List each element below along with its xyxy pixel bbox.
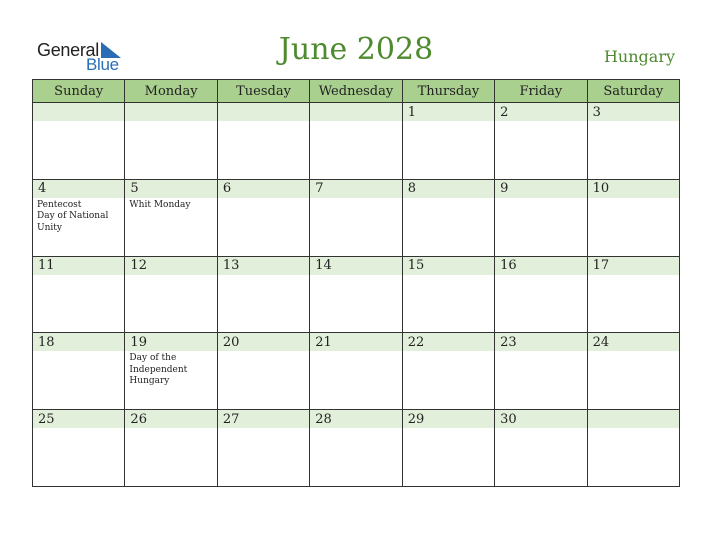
day-cell	[588, 333, 680, 410]
logo-general-text: General	[37, 40, 99, 60]
day-cell	[218, 410, 310, 487]
day-number: 6	[222, 181, 232, 197]
holiday-label	[33, 428, 124, 430]
holiday-label	[310, 351, 401, 353]
holiday-label	[403, 275, 494, 277]
day-number: 24	[592, 334, 610, 350]
day-cell	[403, 257, 495, 334]
holiday-label	[495, 275, 586, 277]
day-band	[33, 333, 124, 351]
day-band	[403, 257, 494, 275]
holiday-label	[310, 428, 401, 430]
day-number: 13	[222, 258, 240, 274]
day-number: 29	[407, 411, 425, 427]
logo-blue-text: Blue	[86, 55, 119, 74]
day-cell	[125, 180, 217, 257]
day-band	[33, 257, 124, 275]
holiday-label	[33, 275, 124, 277]
holiday-label	[218, 351, 309, 353]
day-cell	[588, 410, 680, 487]
day-cell	[218, 333, 310, 410]
day-number: 19	[130, 334, 147, 350]
day-number: 28	[315, 411, 332, 427]
day-number: 20	[222, 334, 240, 350]
day-band	[218, 180, 309, 198]
day-band	[310, 333, 401, 351]
day-cell	[310, 257, 402, 334]
holiday-label: Pentecost Day of National Unity	[37, 199, 109, 233]
day-band	[403, 180, 494, 198]
page-title: June 2028	[278, 32, 434, 67]
day-number: 16	[500, 258, 517, 274]
day-cell	[588, 180, 680, 257]
day-cell	[33, 410, 125, 487]
holiday-label	[125, 275, 216, 277]
holiday-label	[403, 121, 494, 123]
day-cell	[403, 180, 495, 257]
day-band	[310, 180, 401, 198]
day-cell	[495, 103, 587, 180]
day-number: 9	[500, 181, 509, 197]
day-band	[588, 257, 679, 275]
holiday-label	[588, 275, 679, 277]
day-band	[310, 103, 401, 121]
day-band	[125, 410, 216, 428]
day-band	[33, 180, 124, 198]
day-cell	[495, 333, 587, 410]
day-number: 25	[38, 411, 55, 427]
holiday-label	[495, 121, 586, 123]
day-cell	[125, 103, 217, 180]
day-band	[218, 257, 309, 275]
day-number: 17	[592, 258, 610, 274]
holiday-label	[403, 198, 494, 200]
day-cell	[495, 257, 587, 334]
holiday-label: Whit Monday	[129, 199, 191, 210]
country-label: Hungary	[603, 47, 675, 66]
holiday-label	[125, 121, 216, 123]
holiday-label	[218, 198, 309, 200]
weekday-header: Wednesday	[310, 80, 402, 103]
day-number: 14	[315, 258, 332, 274]
day-cell	[310, 103, 402, 180]
day-cell	[125, 333, 217, 410]
holiday-label	[218, 275, 309, 277]
day-band	[125, 180, 216, 198]
day-band	[33, 410, 124, 428]
day-band	[588, 333, 679, 351]
day-band	[403, 103, 494, 121]
day-cell	[125, 410, 217, 487]
day-cell	[588, 257, 680, 334]
day-cell	[33, 257, 125, 334]
day-band	[495, 257, 586, 275]
day-band	[403, 333, 494, 351]
day-cell	[588, 103, 680, 180]
holiday-label	[310, 198, 401, 200]
day-number: 2	[500, 104, 509, 120]
day-cell	[403, 410, 495, 487]
day-number: 21	[315, 334, 332, 350]
day-band	[218, 410, 309, 428]
holiday-label	[218, 428, 309, 430]
weekday-header: Saturday	[588, 80, 680, 103]
day-number: 7	[315, 181, 324, 197]
day-number: 8	[407, 181, 416, 197]
day-cell	[310, 410, 402, 487]
day-cell	[495, 410, 587, 487]
day-band	[403, 410, 494, 428]
holiday-label	[588, 351, 679, 353]
holiday-label	[125, 428, 216, 430]
day-number: 12	[130, 258, 147, 274]
holiday-label	[310, 275, 401, 277]
day-number: 30	[500, 411, 517, 427]
day-band	[125, 333, 216, 351]
day-band	[495, 333, 586, 351]
day-band	[495, 103, 586, 121]
day-number: 27	[222, 411, 240, 427]
day-number: 11	[38, 258, 55, 274]
holiday-label	[588, 428, 679, 430]
day-band	[33, 103, 124, 121]
holiday-label	[33, 351, 124, 353]
day-cell	[403, 103, 495, 180]
day-band	[218, 103, 309, 121]
day-band	[218, 333, 309, 351]
holiday-label	[403, 351, 494, 353]
weekday-header: Friday	[495, 80, 587, 103]
weekday-header: Tuesday	[218, 80, 310, 103]
holiday-label	[33, 121, 124, 123]
day-band	[495, 410, 586, 428]
weekday-header: Thursday	[403, 80, 495, 103]
day-number: 4	[38, 181, 47, 197]
calendar-grid	[32, 79, 680, 487]
day-cell	[218, 257, 310, 334]
day-band	[125, 257, 216, 275]
holiday-label: Day of the Independent Hungary	[129, 353, 188, 387]
holiday-label	[588, 121, 679, 123]
day-cell	[218, 180, 310, 257]
day-band	[588, 180, 679, 198]
day-number: 18	[38, 334, 55, 350]
holiday-label	[495, 351, 586, 353]
weekday-header: Monday	[125, 80, 217, 103]
day-cell	[495, 180, 587, 257]
day-number: 15	[407, 258, 425, 274]
day-number: 10	[592, 181, 610, 197]
day-cell	[125, 257, 217, 334]
day-cell	[218, 103, 310, 180]
day-band	[125, 103, 216, 121]
day-cell	[310, 180, 402, 257]
holiday-label	[310, 121, 401, 123]
day-cell	[33, 333, 125, 410]
day-number: 1	[407, 104, 416, 120]
day-cell	[33, 103, 125, 180]
holiday-label	[495, 428, 586, 430]
day-number: 26	[130, 411, 147, 427]
day-number: 23	[500, 334, 517, 350]
holiday-label	[218, 121, 309, 123]
holiday-label	[495, 198, 586, 200]
day-band	[495, 180, 586, 198]
day-number: 22	[407, 334, 425, 350]
day-cell	[310, 333, 402, 410]
day-band	[588, 410, 679, 428]
day-band	[310, 410, 401, 428]
day-number: 3	[592, 104, 601, 120]
holiday-label	[588, 198, 679, 200]
day-number: 5	[130, 181, 139, 197]
day-band	[310, 257, 401, 275]
day-cell	[33, 180, 125, 257]
weekday-header: Sunday	[33, 80, 125, 103]
holiday-label	[403, 428, 494, 430]
day-cell	[403, 333, 495, 410]
day-band	[588, 103, 679, 121]
